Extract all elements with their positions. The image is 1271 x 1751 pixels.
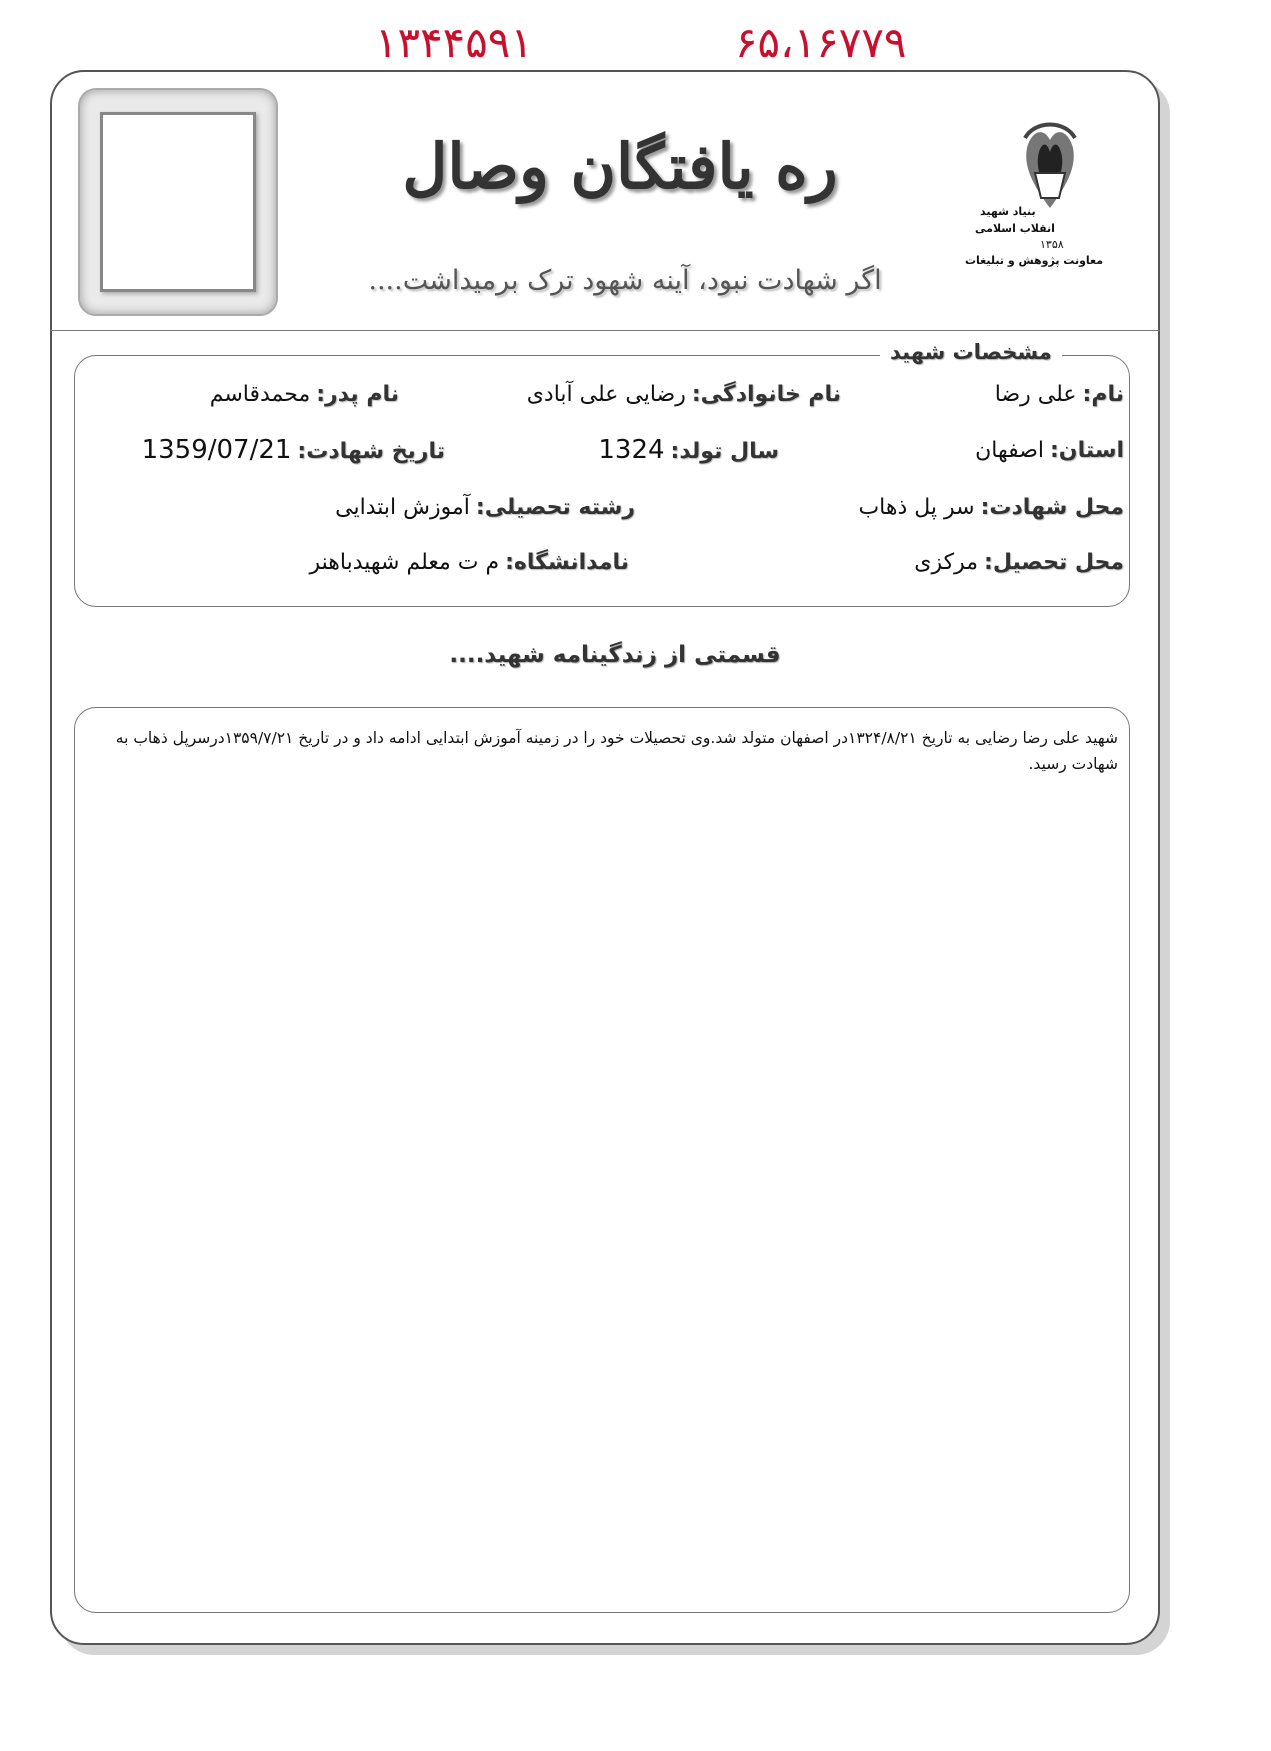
header-divider [50, 330, 1160, 331]
field-martyrdom-date-label: تاریخ شهادت: [297, 439, 445, 464]
field-family-value: رضایی علی آبادی [526, 382, 686, 407]
field-martyrdom-place-label: محل شهادت: [980, 495, 1124, 520]
logo-text-line1: بنیاد شهید [980, 205, 1036, 218]
field-father-value: محمدقاسم [209, 382, 311, 407]
field-birth-year [598, 435, 779, 465]
field-university-label: نامدانشگاه: [505, 550, 629, 575]
field-education-place-value: مرکزی [914, 550, 979, 575]
field-name-label: نام: [1082, 382, 1124, 407]
field-study-value: آموزش ابتدایی [335, 495, 470, 520]
field-name [995, 382, 1124, 407]
field-martyrdom-place-value: سر پل ذهاب [858, 495, 975, 520]
field-martyrdom-date-value: 1359/07/21 [141, 435, 292, 465]
field-education-place [914, 550, 1124, 575]
field-family-label: نام خانوادگی: [691, 382, 841, 407]
field-birth-year-label: سال تولد: [670, 439, 779, 464]
field-birth-year-value: 1324 [598, 435, 665, 465]
field-martyrdom-place [858, 495, 1124, 520]
field-university-value: م ت معلم شهیدباهنر [309, 550, 500, 575]
field-father [210, 382, 399, 407]
handwritten-note-left: ۱۳۴۴۵۹۱ [375, 18, 533, 67]
field-study-label: رشته تحصیلی: [475, 495, 635, 520]
field-father-label: نام پدر: [316, 382, 399, 407]
biography-box [74, 707, 1130, 1613]
field-province [975, 438, 1124, 463]
field-family [527, 382, 841, 407]
photo-placeholder [100, 112, 256, 292]
field-university [310, 550, 630, 575]
field-education-place-label: محل تحصیل: [984, 550, 1124, 575]
info-section-title: مشخصات شهید [880, 340, 1062, 364]
biography-title: قسمتی از زندگینامه شهید.... [449, 642, 781, 668]
field-name-value: علی رضا [994, 382, 1077, 407]
logo-text-line3: معاونت پژوهش و تبلیغات [965, 254, 1104, 267]
logo-text-line2: انقلاب اسلامی [975, 222, 1055, 235]
page-subtitle: اگر شهادت نبود، آینه شهود ترک برمیداشت.... [368, 265, 882, 296]
biography-text: شهید علی رضا رضایی به تاریخ ۱۳۲۴/۸/۲۱در اصفهان متولد شد.وی تحصیلات خود را در زمینه آموزش ابتدایی ادامه داد و در تاریخ ۱۳۵۹/۷/۲۱درسرپل ذهاب به شهادت رسید. [115, 729, 1118, 773]
page-title: ره یافتگان وصال [402, 130, 838, 203]
field-province-label: استان: [1050, 438, 1124, 463]
logo-year: ۱۳۵۸ [1040, 238, 1064, 251]
field-province-value: اصفهان [975, 438, 1044, 463]
tulip-emblem-icon [1015, 118, 1085, 213]
field-study [335, 495, 635, 520]
handwritten-note-right: ۶۵،۱۶۷۷۹ [735, 18, 907, 67]
field-martyrdom-date [142, 435, 445, 465]
